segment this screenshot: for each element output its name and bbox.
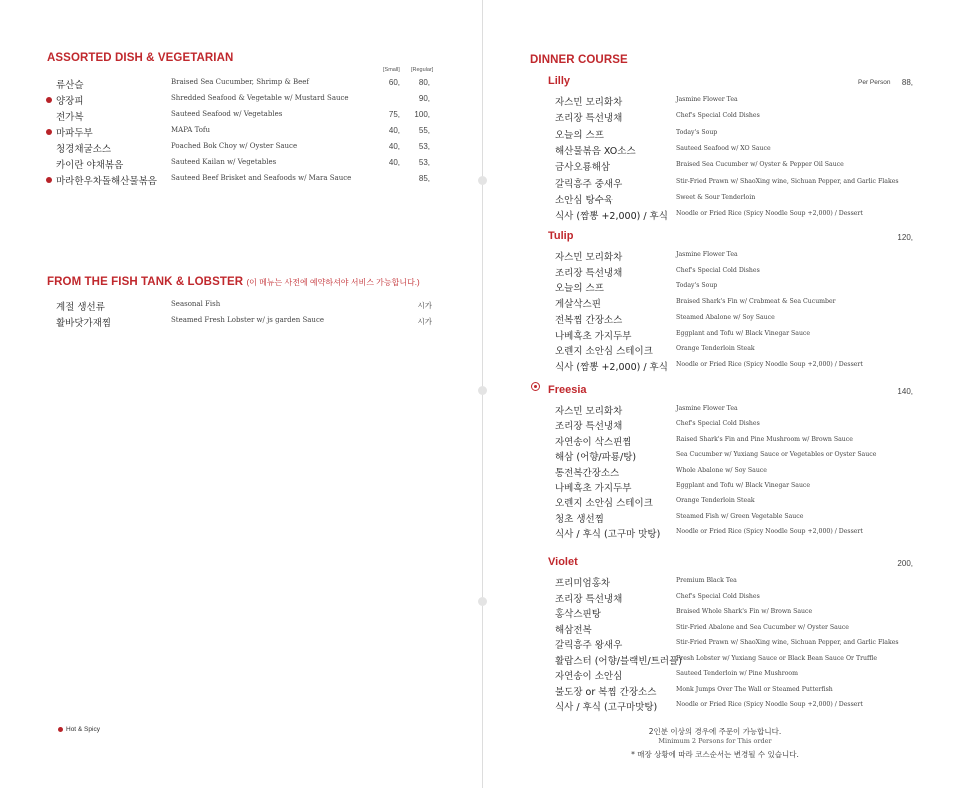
menu-item-en: Sauteed Seafood w/ Vegetables (171, 110, 283, 118)
menu-item-ko: 계절 생선류 (56, 302, 105, 313)
course-item-ko: 나베흑초 가지두부 (555, 483, 632, 494)
menu-item-en: MAPA Tofu (171, 126, 211, 134)
hot-spicy-icon (46, 97, 52, 103)
course-item-ko: 전복찜 간장소스 (555, 314, 623, 326)
course-item-ko: 오늘의 스프 (555, 283, 604, 295)
course-item-ko: 해산물볶음 XO소스 (555, 145, 636, 157)
course-item-en: Noodle or Fried Rice (Spicy Noodle Soup +2,000) / Dessert (676, 701, 863, 708)
course-price: 140, (897, 387, 913, 396)
price-small: 40, (388, 158, 400, 167)
course-item-ko: 통전복간장소스 (555, 467, 620, 479)
course-item-ko: 청초 생선찜 (555, 513, 604, 525)
course-item-en: Eggplant and Tofu w/ Black Vinegar Sauce (676, 482, 811, 489)
footer-minimum-ko: 2인분 이상의 경우에 주문이 가능합니다. (648, 727, 782, 736)
menu-item-ko: 마라한우차돌해산물볶음 (56, 176, 157, 187)
course-item-ko: 자스민 모리화차 (555, 406, 623, 417)
course-item-ko: 소안심 탕수육 (555, 194, 614, 206)
course-item-ko: 금사오룡해삼 (555, 162, 611, 174)
legend (58, 726, 100, 733)
menu-row (56, 299, 436, 315)
price-regular: 80, (418, 78, 430, 87)
course-item-en: Sweet & Sour Tenderloin (676, 193, 756, 201)
menu-item-en: Sauteed Beef Brisket and Seafoods w/ Mara Sauce (171, 174, 352, 182)
course-item-en: Noodle or Fried Rice (Spicy Noodle Soup +2,000) / Dessert (676, 360, 863, 368)
course-item-en: Chef's Special Cold Dishes (676, 266, 760, 274)
course-name: Violet (548, 556, 578, 568)
course-item-en: Today's Soup (676, 282, 718, 290)
menu-item-ko: 청경채굴소스 (56, 144, 112, 155)
assorted-title: ASSORTED DISH & VEGETARIAN (47, 52, 234, 64)
course-item-ko: 오늘의 스프 (555, 129, 604, 141)
course-item-ko: 갈릭흥주 중새우 (555, 178, 623, 190)
hot-spicy-icon (46, 129, 52, 135)
course-item-en: Premium Black Tea (676, 577, 737, 584)
menu-row (56, 109, 436, 125)
course-item-en: Eggplant and Tofu w/ Black Vinegar Sauce (676, 329, 811, 337)
course-item-en: Braised Shark's Fin w/ Crabmeat & Sea Cucumber (676, 298, 836, 306)
menu-item-en: Seasonal Fish (171, 300, 221, 308)
course-item-en: Fresh Lobster w/ Yuxiang Sauce or Black Bean Sauce Or Truffle (676, 654, 878, 662)
course-item-ko: 자연송이 소안심 (555, 671, 623, 682)
course-item-en: Raised Shark's Fin and Pine Mushroom w/ Brown Sauce (676, 435, 853, 443)
course-item-ko: 식사 / 후식 (고구마맛탕) (555, 702, 658, 713)
course-name: Tulip (548, 230, 574, 242)
course-item-en: Braised Sea Cucumber w/ Oyster & Pepper Oil Sauce (676, 161, 844, 169)
menu-row (56, 315, 436, 331)
course-item-ko: 불도장 or 복찜 간장소스 (555, 686, 657, 698)
course-item-ko: 해삼전복 (555, 624, 592, 636)
course-item-ko: 식사 (짬뽕 +2,000) / 후식 (555, 361, 668, 373)
price-regular: 90, (418, 94, 430, 103)
course-item-en: Today's Soup (676, 128, 718, 136)
price-regular: 85, (418, 174, 430, 183)
binder-hole (478, 176, 487, 185)
course-item-en: Braised Whole Shark's Fin w/ Brown Sauce (676, 608, 813, 615)
footer-minimum-en: Minimum 2 Persons for This order (658, 737, 772, 745)
fish-title (47, 276, 420, 288)
menu-item-ko: 카이란 야채볶음 (56, 160, 124, 171)
price-regular: 100, (414, 110, 430, 119)
menu-item-en: Braised Sea Cucumber, Shrimp & Beef (171, 78, 309, 86)
course-item-en: Sea Cucumber w/ Yuxiang Sauce or Vegetables or Oyster Sauce (676, 451, 877, 459)
price-regular: 53, (418, 158, 430, 167)
legend-label: Hot & Spicy (66, 726, 100, 733)
price-regular: 55, (418, 126, 430, 135)
menu-item-ko: 활바닷가재찜 (56, 318, 112, 329)
fish-reservation-note: (이 메뉴는 사전에 예약하셔야 서비스 가능합니다.) (246, 278, 420, 287)
menu-row (56, 125, 436, 141)
course-item-ko: 자스민 모리화차 (555, 97, 623, 108)
course-item-ko: 홍삭스핀탕 (555, 609, 601, 620)
fish-title-text: FROM THE FISH TANK & LOBSTER (47, 276, 244, 288)
course-price: 200, (897, 559, 913, 568)
course-item-en: Orange Tenderloin Steak (676, 497, 755, 505)
course-item-ko: 나베흑초 가지두부 (555, 330, 632, 342)
hot-spicy-icon (58, 727, 63, 732)
course-item-ko: 자스민 모리화차 (555, 252, 623, 263)
menu-item-en: Sauteed Kailan w/ Vegetables (171, 158, 277, 166)
course-item-en: Jasmine Flower Tea (676, 96, 738, 103)
course-item-ko: 활랍스터 (어향/블랙빈/트러플) (555, 655, 682, 667)
course-item-en: Monk Jumps Over The Wall or Steamed Putterfish (676, 685, 833, 693)
menu-item-en: Shredded Seafood & Vegetable w/ Mustard Sauce (171, 94, 349, 102)
menu-item-ko: 마파두부 (56, 128, 93, 139)
market-price: 시가 (417, 301, 432, 310)
course-price: 120, (897, 233, 913, 242)
course-item-ko: 해삼 (어향/파룡/탕) (555, 452, 637, 464)
course-item-ko: 자연송이 삭스핀찜 (555, 436, 632, 448)
binder-hole (478, 597, 487, 606)
menu-row (56, 93, 436, 109)
course-item-en: Jasmine Flower Tea (676, 405, 738, 412)
course-item-ko: 프리미엄홍차 (555, 578, 611, 589)
course-item-en: Jasmine Flower Tea (676, 251, 738, 258)
price-small: 40, (388, 126, 400, 135)
course-item-ko: 식사 / 후식 (고구마 맛탕) (555, 529, 661, 541)
course-item-ko: 게살삭스핀 (555, 299, 601, 311)
course-item-en: Sauteed Seafood w/ XO Sauce (676, 144, 771, 152)
size-regular-header: [Regular] (411, 67, 434, 73)
menu-item-en: Poached Bok Choy w/ Oyster Sauce (171, 142, 298, 150)
menu-row (56, 173, 436, 189)
menu-row (56, 77, 436, 93)
selected-marker-icon (531, 382, 540, 391)
menu-item-ko: 전가복 (56, 112, 84, 123)
course-item-ko: 갈릭흥주 왕새우 (555, 640, 623, 651)
dinner-title: DINNER COURSE (530, 54, 628, 66)
price-small: 75, (388, 110, 400, 119)
course-item-ko: 조리장 특선냉채 (555, 593, 623, 605)
menu-item-en: Steamed Fresh Lobster w/ js garden Sauce (171, 316, 325, 324)
price-small: 40, (388, 142, 400, 151)
course-item-en: Steamed Abalone w/ Soy Sauce (676, 313, 775, 321)
price-small: 60, (388, 78, 400, 87)
course-item-en: Sauteed Tenderloin w/ Pine Mushroom (676, 670, 799, 677)
market-price: 시가 (417, 317, 432, 326)
course-item-en: Chef's Special Cold Dishes (676, 112, 760, 120)
course-name: Lilly (548, 75, 571, 87)
course-item-en: Chef's Special Cold Dishes (676, 420, 760, 428)
menu-item-ko: 류산슬 (56, 80, 84, 91)
course-item-en: Noodle or Fried Rice (Spicy Noodle Soup +2,000) / Dessert (676, 210, 863, 218)
course-item-ko: 조리장 특선냉채 (555, 267, 623, 279)
binder-hole (478, 386, 487, 395)
per-person-label: Per Person (858, 79, 891, 86)
course-item-ko: 식사 (짬뽕 +2,000) / 후식 (555, 211, 668, 223)
menu-item-ko: 양장피 (56, 96, 84, 107)
size-small-header: [Small] (383, 67, 400, 73)
footer-note: * 매장 상황에 따라 코스순서는 변경될 수 있습니다. (631, 750, 799, 759)
course-item-en: Noodle or Fried Rice (Spicy Noodle Soup +2,000) / Dessert (676, 528, 863, 536)
course-item-en: Whole Abalone w/ Soy Sauce (676, 466, 767, 474)
course-item-ko: 오렌지 소안심 스테이크 (555, 498, 653, 510)
price-regular: 53, (418, 142, 430, 151)
course-item-en: Stir-Fried Prawn w/ ShaoXing wine, Sichuan Pepper, and Garlic Flakes (676, 177, 899, 185)
course-item-en: Steamed Fish w/ Green Vegetable Sauce (676, 512, 804, 520)
hot-spicy-icon (46, 177, 52, 183)
course-item-en: Orange Tenderloin Steak (676, 345, 755, 353)
course-item-ko: 조리장 특선냉채 (555, 421, 623, 433)
course-item-en: Stir-Fried Prawn w/ ShaoXing wine, Sichuan Pepper, and Garlic Flakes (676, 639, 899, 646)
course-item-ko: 오렌지 소안심 스테이크 (555, 346, 653, 358)
menu-row (56, 157, 436, 173)
course-item-en: Stir-Fried Abalone and Sea Cucumber w/ Oyster Sauce (676, 623, 849, 631)
menu-row (56, 141, 436, 157)
course-name: Freesia (548, 384, 587, 396)
course-price: 88, (901, 78, 913, 87)
course-item-en: Chef's Special Cold Dishes (676, 592, 760, 600)
course-item-ko: 조리장 특선냉채 (555, 113, 623, 125)
